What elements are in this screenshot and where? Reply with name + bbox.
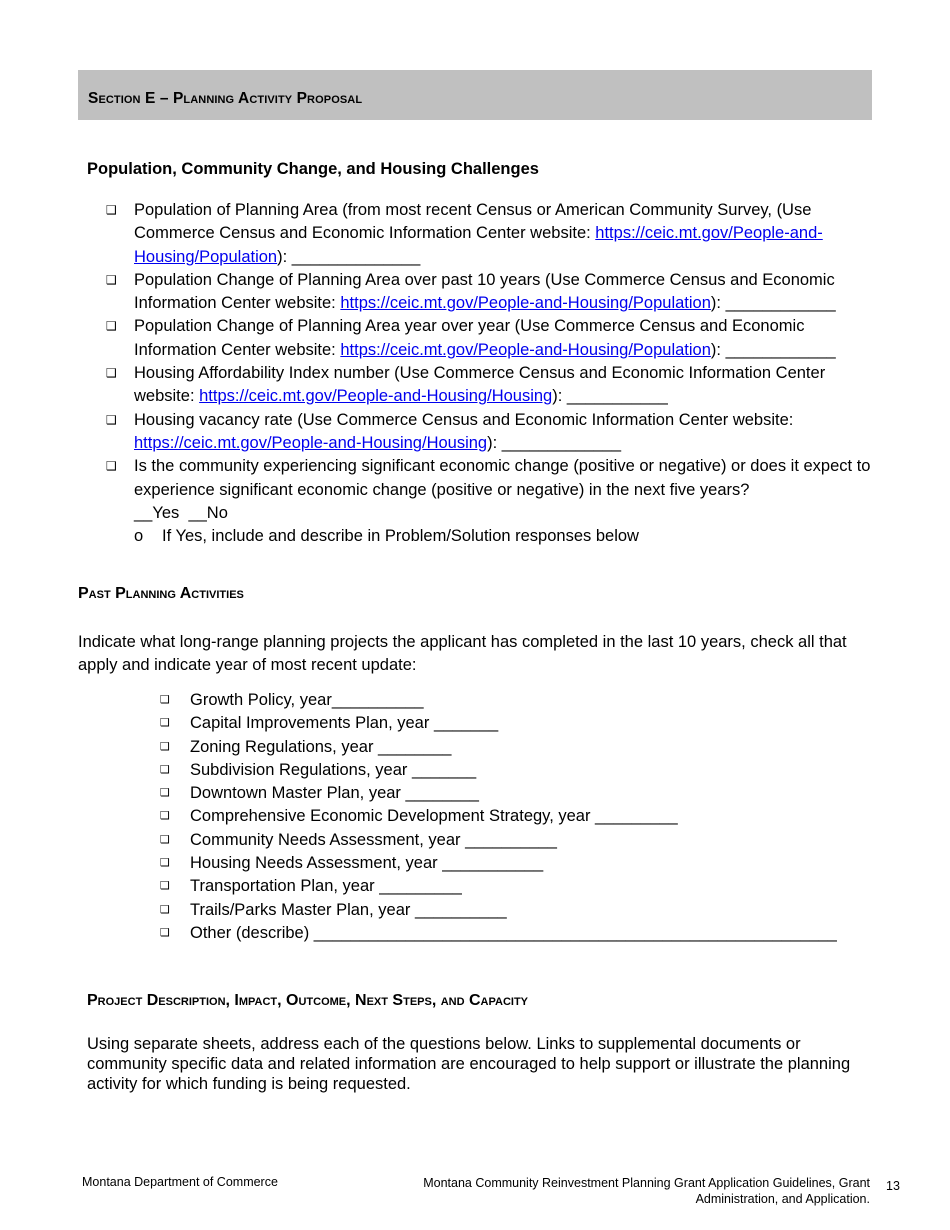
checkbox-icon[interactable]: ❑ — [106, 319, 117, 334]
checkbox-icon[interactable]: ❑ — [106, 366, 117, 381]
checkbox-icon[interactable]: ❑ — [160, 740, 170, 753]
list-item: ❑ Downtown Master Plan, year ________ — [160, 782, 880, 805]
list-item — [106, 455, 876, 525]
page-number: 13 — [886, 1179, 900, 1193]
checkbox-icon[interactable]: ❑ — [160, 763, 170, 776]
list-item: ❑ Housing Needs Assessment, year ___________ — [160, 852, 880, 875]
sub-list-item: o If Yes, include and describe in Problem/Solution responses below — [106, 525, 876, 548]
ceic-population-link[interactable]: https://ceic.mt.gov/People-and-Housing/Population — [340, 340, 711, 359]
list-item: ❑ Population of Planning Area (from most recent Census or American Community Survey, (Use Commerce Census and Economic Information Center website: https://ceic.mt.gov/People-and-Housing/Population): ______________ — [106, 199, 876, 269]
ceic-population-link[interactable]: https://ceic.mt.gov/People-and-Housing/Population — [340, 294, 711, 313]
list-item: ❑ Comprehensive Economic Development Strategy, year _________ — [160, 805, 880, 828]
list-item: ❑ Community Needs Assessment, year __________ — [160, 829, 880, 852]
checkbox-icon[interactable]: ❑ — [160, 833, 170, 846]
circle-bullet-icon: o — [134, 527, 144, 546]
project-description-heading: Project Description, Impact, Outcome, Next Steps, and Capacity — [87, 992, 529, 1009]
population-bullet-list — [106, 199, 876, 548]
yes-no-blanks[interactable]: __Yes __No — [134, 503, 228, 522]
past-planning-intro: Indicate what long-range planning projects the applicant has completed in the last 10 years, check all that apply and indicate year of most recent update: — [78, 633, 847, 675]
list-item: ❑ Capital Improvements Plan, year _______ — [160, 712, 880, 735]
checkbox-icon[interactable]: ❑ — [160, 810, 170, 823]
past-planning-heading: Past Planning Activities — [78, 585, 244, 602]
list-item: ❑ Housing Affordability Index number (Use Commerce Census and Economic Information Center website: https://ceic.mt.gov/People-and-Housing/Housing): ___________ — [106, 362, 876, 409]
list-item: ❑ Other (describe) _________________________________________________________ — [160, 922, 880, 945]
population-heading: Population, Community Change, and Housing Challenges — [87, 160, 539, 178]
ceic-housing-link[interactable]: https://ceic.mt.gov/People-and-Housing/Housing — [134, 433, 488, 452]
checkbox-icon[interactable]: ❑ — [106, 272, 117, 287]
list-item: ❑ Transportation Plan, year _________ — [160, 875, 880, 898]
footer-left-text: Montana Department of Commerce — [82, 1175, 278, 1189]
list-item: ❑ Trails/Parks Master Plan, year __________ — [160, 899, 880, 922]
checkbox-icon[interactable]: ❑ — [160, 857, 170, 870]
checkbox-icon[interactable]: ❑ — [160, 717, 170, 730]
checkbox-icon[interactable]: ❑ — [106, 203, 117, 217]
list-item: ❑ Zoning Regulations, year ________ — [160, 736, 880, 759]
checkbox-icon[interactable]: ❑ — [106, 459, 117, 474]
checkbox-icon[interactable]: ❑ — [160, 903, 170, 916]
planning-checklist — [160, 689, 880, 945]
list-item: ❑ Growth Policy, year__________ — [160, 689, 880, 712]
economic-question: Is the community experiencing significant economic change (positive or negative) or does it expect to experience significant economic change (positive or negative) in the next five years? — [134, 457, 871, 499]
ceic-population-link[interactable]: https://ceic.mt.gov/People-and-Housing/Population — [134, 224, 823, 266]
list-item: ❑ Housing vacancy rate (Use Commerce Census and Economic Information Center website: https://ceic.mt.gov/People-and-Housing/Housing): _____________ — [106, 409, 876, 456]
footer-right-text: Montana Community Reinvestment Planning Grant Application Guidelines, Grant Administration, and Application. — [423, 1176, 870, 1206]
checkbox-icon[interactable]: ❑ — [160, 694, 170, 706]
list-item: ❑ Population Change of Planning Area over past 10 years (Use Commerce Census and Economic Information Center website: https://ceic.mt.gov/People-and-Housing/Population): ____________ — [106, 269, 876, 316]
section-title: Section E – Planning Activity Proposal — [88, 90, 363, 107]
checkbox-icon[interactable]: ❑ — [160, 880, 170, 893]
list-item: ❑ Subdivision Regulations, year _______ — [160, 759, 880, 782]
ceic-housing-link[interactable]: https://ceic.mt.gov/People-and-Housing/Housing — [199, 387, 553, 406]
checkbox-icon[interactable]: ❑ — [160, 926, 170, 939]
checkbox-icon[interactable]: ❑ — [160, 787, 170, 800]
project-intro: Using separate sheets, address each of the questions below. Links to supplemental documents or community specific data and related information are encouraged to help support or illustrate the planning activity for which funding is being requested. — [87, 1035, 851, 1093]
checkbox-icon[interactable]: ❑ — [106, 412, 117, 427]
list-item: ❑ Population Change of Planning Area year over year (Use Commerce Census and Economic Information Center website: https://ceic.mt.gov/People-and-Housing/Population): ____________ — [106, 315, 876, 362]
section-header-bar — [78, 70, 872, 120]
